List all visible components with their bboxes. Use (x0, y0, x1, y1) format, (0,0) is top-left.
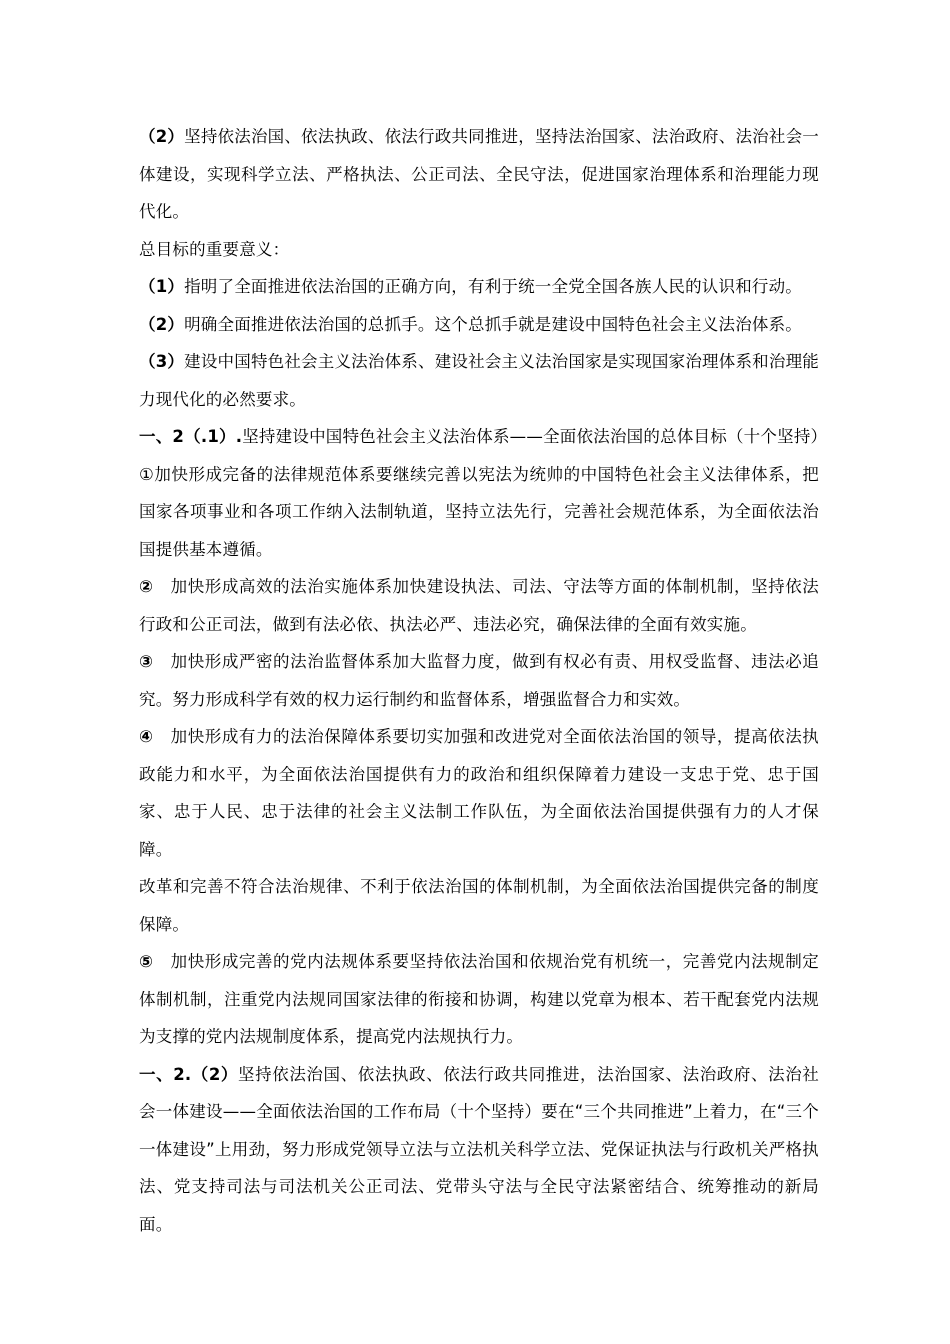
paragraph-marker: （2） (139, 314, 185, 334)
paragraph-text: 改革和完善不符合法治规律、不利于依法治国的体制机制，为全面依法治国提供完备的制度保障。 (139, 877, 819, 934)
paragraph-marker: ③ (139, 652, 154, 671)
paragraph-significance-2 (139, 306, 819, 344)
paragraph-significance-1 (139, 268, 819, 306)
paragraph-marker: ⑤ (139, 952, 154, 971)
paragraph-goal-2 (139, 118, 819, 231)
paragraph-text: 加快形成高效的法治实施体系加快建设执法、司法、守法等方面的体制机制，坚持依法行政和公正司法，做到有法必依、执法必严、违法必究，确保法律的全面有效实施。 (139, 577, 819, 634)
paragraph-text: 指明了全面推进依法治国的正确方向，有利于统一全党全国各族人民的认识和行动。 (184, 277, 802, 296)
paragraph-text: 加快形成严密的法治监督体系加大监督力度，做到有权必有责、用权受监督、违法必追究。努力形成科学有效的权力运行制约和监督体系，增强监督合力和实效。 (139, 652, 819, 709)
paragraph-item-4 (139, 718, 819, 868)
paragraph-text: 加快形成有力的法治保障体系要切实加强和改进党对全面依法治国的领导，提高依法执政能力和水平，为全面依法治国提供有力的政治和组织保障着力建设一支忠于党、忠于国家、忠于人民、忠于法律的社会主义法制工作队伍，为全面依法治国提供强有力的人才保障。 (139, 727, 819, 859)
paragraph-marker: （3） (139, 352, 185, 371)
paragraph-item-5 (139, 943, 819, 1056)
paragraph-section-2-2 (139, 1056, 819, 1244)
paragraph-marker: （1） (139, 277, 185, 296)
paragraph-significance-heading (139, 231, 819, 269)
paragraph-text: 总目标的重要意义： (139, 239, 290, 259)
paragraph-marker: 一、2.（2） (139, 1064, 239, 1084)
paragraph-text: 坚持依法治国、依法执政、依法行政共同推进，法治国家、法治政府、法治社会一体建设——全面依法治国的工作布局（十个坚持）要在“三个共同推进”上着力，在“三个一体建设”上用劲，努力形成党领导立法与立法机关科学立法、党保证执法与行政机关严格执法、党支持司法与司法机关公正司法、党带头守法与全民守法紧密结合、统筹推动的新局面。 (139, 1064, 819, 1234)
document-body (139, 118, 819, 1243)
paragraph-marker: 一、2（.1）. (139, 427, 243, 446)
paragraph-text: 建设中国特色社会主义法治体系、建设社会主义法治国家是实现国家治理体系和治理能力现代化的必然要求。 (139, 352, 819, 409)
paragraph-text: 坚持依法治国、依法执政、依法行政共同推进，坚持法治国家、法治政府、法治社会一体建设，实现科学立法、严格执法、公正司法、全民守法，促进国家治理体系和治理能力现代化。 (139, 127, 819, 221)
paragraph-marker: （2） (139, 127, 185, 146)
paragraph-reform (139, 868, 819, 943)
paragraph-significance-3 (139, 343, 819, 418)
paragraph-text: 加快形成完善的党内法规体系要坚持依法治国和依规治党有机统一，完善党内法规制定体制机制，注重党内法规同国家法律的衔接和协调，构建以党章为根本、若干配套党内法规为支撑的党内法规制度体系，提高党内法规执行力。 (139, 952, 819, 1046)
paragraph-marker: ② (139, 577, 154, 596)
paragraph-text: 坚持建设中国特色社会主义法治体系——全面依法治国的总体目标（十个坚持）①加快形成完备的法律规范体系要继续完善以宪法为统帅的中国特色社会主义法律体系，把国家各项事业和各项工作纳入法制轨道，坚持立法先行，完善社会规范体系，为全面依法治国提供基本遵循。 (139, 427, 819, 559)
paragraph-text: 明确全面推进依法治国的总抓手。这个总抓手就是建设中国特色社会主义法治体系。 (184, 314, 802, 334)
paragraph-item-3 (139, 643, 819, 718)
paragraph-marker: ④ (139, 727, 154, 746)
paragraph-section-2-1 (139, 418, 819, 568)
paragraph-item-2 (139, 568, 819, 643)
